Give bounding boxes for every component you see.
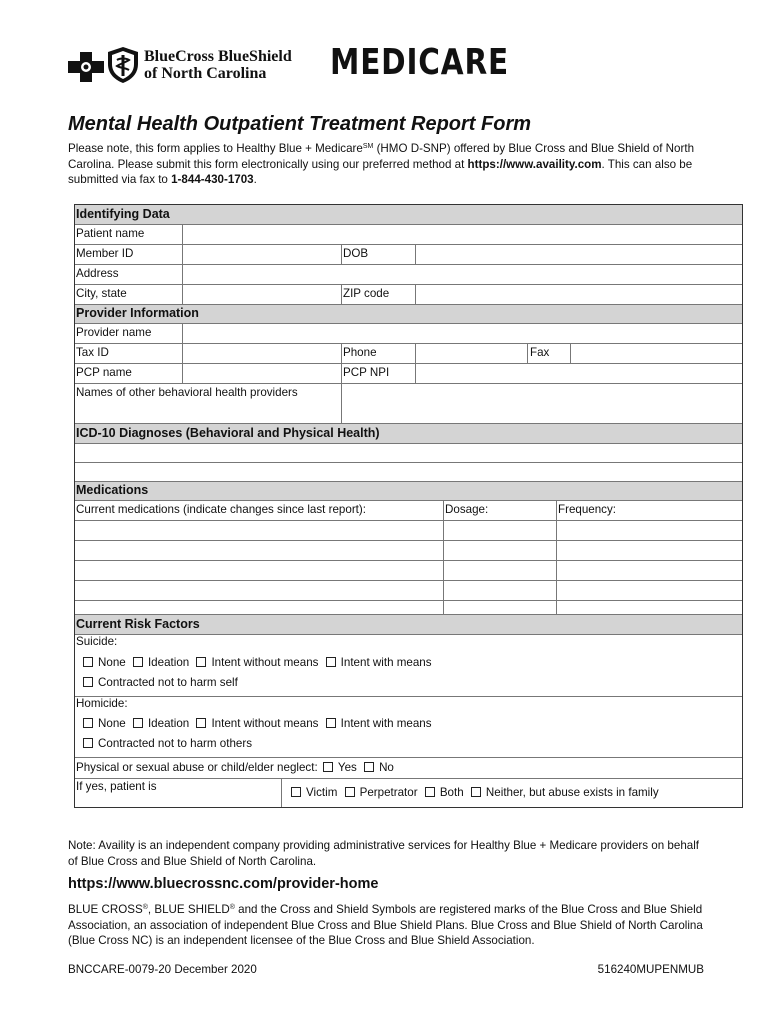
- if-yes-label: If yes, patient is: [76, 780, 157, 793]
- provider-home-link[interactable]: https://www.bluecrossnc.com/provider-home: [68, 876, 379, 892]
- suicide-contract-option: [83, 676, 238, 689]
- medications-heading: Medications: [76, 483, 149, 497]
- medications-header: [75, 482, 742, 501]
- patient-name-row: [75, 225, 742, 245]
- victim-label: Victim: [306, 786, 338, 799]
- form-code: BNCCARE-0079-20 December 2020: [68, 963, 257, 976]
- tax-id-label: Tax ID: [76, 346, 109, 359]
- frequency-label: Frequency:: [558, 503, 616, 516]
- contracted-others-label: Contracted not to harm others: [98, 737, 253, 750]
- current-medications-label: Current medications (indicate changes since last report):: [76, 503, 366, 516]
- both-checkbox[interactable]: [425, 787, 435, 797]
- contracted-others-checkbox[interactable]: [83, 738, 93, 748]
- suicide-none-checkbox[interactable]: [83, 657, 93, 667]
- availity-note: Note: Availity is an independent company providing administrative services for Healthy Blue + Medicare providers on behalf of Blue Cross and Blue Shield of North Carolina.: [68, 839, 700, 868]
- homicide-intent-without-means-label: Intent without means: [211, 717, 319, 730]
- homicide-section: [75, 697, 742, 758]
- suicide-intent-with-means-checkbox[interactable]: [326, 657, 336, 667]
- patient-name-label: Patient name: [76, 227, 145, 240]
- identifying-data-heading: Identifying Data: [76, 207, 170, 221]
- homicide-contract-option: [83, 737, 252, 750]
- provider-name-field[interactable]: [183, 324, 742, 343]
- tax-id-row: [75, 344, 742, 364]
- member-id-label: Member ID: [76, 247, 134, 260]
- marks-text-c: and the Cross and Shield Symbols are registered marks of the Blue Cross and Blue Shield Association, an association of independent Blue Cross and Blue Shield Plans. Blue Cross and Blue Shield of North Carolina (Blue Cross NC) is an independent licensee of the Blue Cross and Blue Shield Association.: [68, 903, 703, 947]
- brand-name-line1: BlueCross BlueShield: [144, 48, 292, 65]
- phone-label: Phone: [343, 346, 377, 359]
- form-title: Mental Health Outpatient Treatment Report Form: [68, 113, 532, 135]
- abuse-question: [76, 761, 394, 774]
- medication-row[interactable]: [75, 541, 742, 561]
- report-form-table: [74, 204, 743, 808]
- diagnoses-heading: ICD-10 Diagnoses (Behavioral and Physical Health): [76, 426, 380, 440]
- suicide-options: [83, 656, 432, 669]
- suicide-intent-without-means-label: Intent without means: [211, 656, 319, 669]
- blue-cross-logo-icon: [68, 52, 104, 82]
- dosage-label: Dosage:: [445, 503, 489, 516]
- neither-label: Neither, but abuse exists in family: [485, 786, 659, 799]
- intro-text-c: . This can also be submitted via fax to: [68, 157, 693, 186]
- homicide-intent-without-means-checkbox[interactable]: [196, 718, 206, 728]
- abuse-yes-label: Yes: [337, 761, 357, 774]
- fax-number: 1-844-430-1703: [171, 173, 254, 186]
- suicide-intent-with-means-label: Intent with means: [340, 656, 432, 669]
- marks-text-b: , BLUE SHIELD: [147, 903, 230, 916]
- registered-mark: ®: [142, 904, 148, 911]
- homicide-none-label: None: [98, 717, 126, 730]
- patient-role-options: [291, 786, 659, 799]
- homicide-label: Homicide:: [76, 697, 128, 710]
- pcp-name-field[interactable]: [183, 364, 341, 383]
- fax-field[interactable]: [571, 344, 742, 363]
- medication-row[interactable]: [75, 601, 742, 615]
- suicide-ideation-label: Ideation: [147, 656, 190, 669]
- medication-row[interactable]: [75, 521, 742, 541]
- medication-row[interactable]: [75, 561, 742, 581]
- identifying-data-header: [75, 205, 742, 225]
- dob-field[interactable]: [416, 245, 742, 264]
- phone-field[interactable]: [416, 344, 527, 363]
- medicare-wordmark: MEDICARE: [330, 42, 510, 83]
- fax-label: Fax: [530, 346, 550, 359]
- contracted-self-label: Contracted not to harm self: [98, 676, 238, 689]
- abuse-no-label: No: [379, 761, 394, 774]
- homicide-none-checkbox[interactable]: [83, 718, 93, 728]
- diagnoses-header: [75, 424, 742, 444]
- perpetrator-checkbox[interactable]: [345, 787, 355, 797]
- pcp-name-label: PCP name: [76, 366, 132, 379]
- city-state-row: [75, 285, 742, 305]
- abuse-row: [75, 758, 742, 779]
- brand-header: [68, 44, 528, 86]
- both-label: Both: [439, 786, 464, 799]
- homicide-ideation-label: Ideation: [147, 717, 190, 730]
- intro-text-d: .: [253, 173, 257, 186]
- suicide-section: [75, 635, 742, 697]
- provider-name-label: Provider name: [76, 326, 152, 339]
- brand-name-line2: of North Carolina: [144, 65, 267, 82]
- neither-checkbox[interactable]: [471, 787, 481, 797]
- diagnosis-line-2[interactable]: [75, 463, 742, 482]
- homicide-intent-with-means-label: Intent with means: [340, 717, 432, 730]
- member-id-row: [75, 245, 742, 265]
- other-providers-field[interactable]: [342, 384, 742, 423]
- homicide-options: [83, 717, 432, 730]
- intro-paragraph: [68, 141, 708, 188]
- city-state-label: City, state: [76, 287, 127, 300]
- pcp-npi-field[interactable]: [416, 364, 742, 383]
- patient-name-field[interactable]: [183, 225, 742, 244]
- city-state-field[interactable]: [183, 285, 341, 304]
- address-field[interactable]: [183, 265, 742, 284]
- provider-name-row: [75, 324, 742, 344]
- suicide-label: Suicide:: [76, 635, 118, 648]
- victim-checkbox[interactable]: [291, 787, 301, 797]
- abuse-question-label: Physical or sexual abuse or child/elder neglect:: [76, 761, 318, 774]
- document-id: 516240MUPENMUB: [597, 963, 704, 976]
- risk-factors-heading: Current Risk Factors: [76, 617, 200, 631]
- pcp-npi-label: PCP NPI: [343, 366, 390, 379]
- suicide-ideation-checkbox[interactable]: [133, 657, 143, 667]
- homicide-ideation-checkbox[interactable]: [133, 718, 143, 728]
- blue-shield-logo-icon: [106, 46, 140, 84]
- service-mark: SM: [362, 143, 374, 150]
- contracted-self-checkbox[interactable]: [83, 677, 93, 687]
- perpetrator-label: Perpetrator: [359, 786, 418, 799]
- abuse-yes-checkbox[interactable]: [323, 762, 333, 772]
- zip-code-label: ZIP code: [343, 287, 390, 300]
- other-providers-row: [75, 384, 742, 424]
- provider-info-header: [75, 305, 742, 324]
- diagnosis-line-1[interactable]: [75, 444, 742, 463]
- availity-link[interactable]: https://www.availity.com: [467, 157, 602, 171]
- medication-row[interactable]: [75, 581, 742, 601]
- suicide-none-label: None: [98, 656, 126, 669]
- risk-factors-header: [75, 615, 742, 635]
- dob-label: DOB: [343, 247, 369, 260]
- address-label: Address: [76, 267, 119, 280]
- registered-mark: ®: [229, 904, 235, 911]
- marks-text-a: BLUE CROSS: [68, 903, 143, 916]
- tax-id-field[interactable]: [183, 344, 341, 363]
- provider-info-heading: Provider Information: [76, 306, 199, 320]
- zip-code-field[interactable]: [416, 285, 742, 304]
- intro-text-a: Please note, this form applies to Healthy Blue + Medicare: [68, 142, 363, 155]
- abuse-no-checkbox[interactable]: [364, 762, 374, 772]
- homicide-intent-with-means-checkbox[interactable]: [326, 718, 336, 728]
- if-yes-row: [75, 779, 742, 807]
- suicide-intent-without-means-checkbox[interactable]: [196, 657, 206, 667]
- member-id-field[interactable]: [183, 245, 341, 264]
- other-providers-label: Names of other behavioral health providers: [76, 386, 298, 399]
- intro-text-b: (HMO D-SNP) offered by Blue Cross and Blue Shield of North Carolina. Please submit this form electronically using our preferred method at: [68, 142, 695, 171]
- pcp-name-row: [75, 364, 742, 384]
- trademark-notice: [68, 902, 708, 949]
- medications-column-headers: [75, 501, 742, 521]
- address-row: [75, 265, 742, 285]
